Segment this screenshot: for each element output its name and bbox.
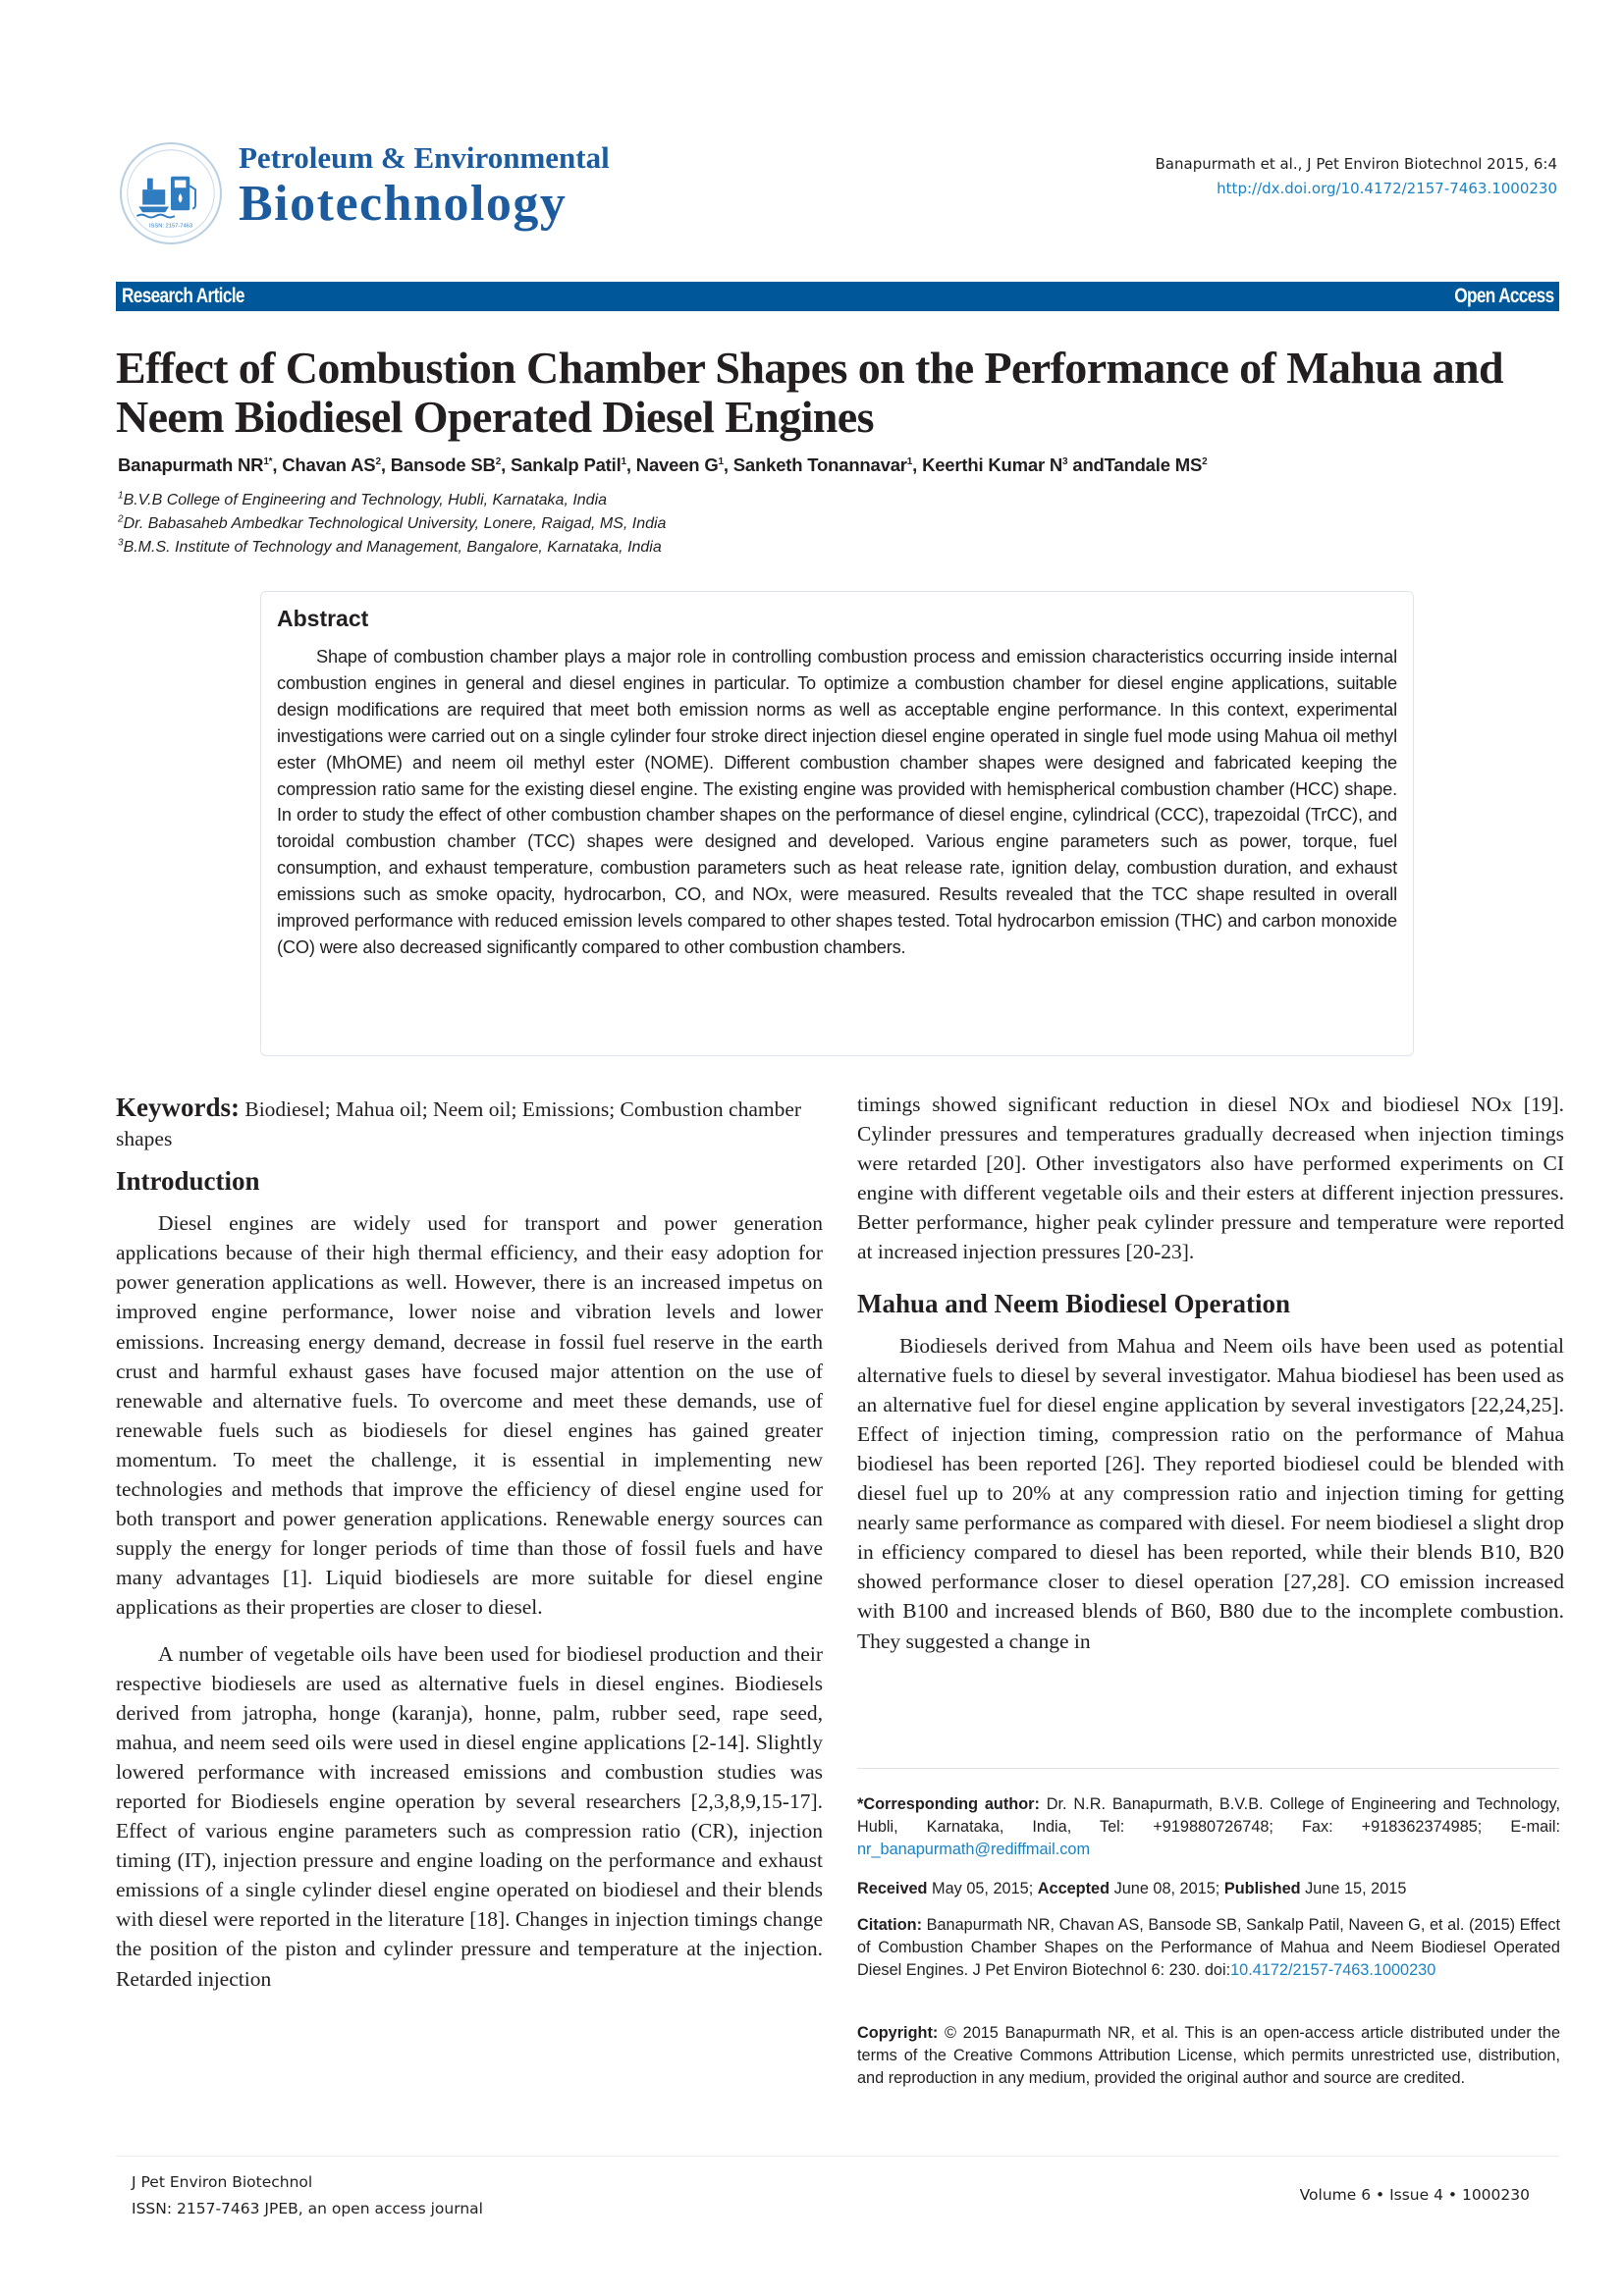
svg-text:ISSN: 2157-7463: ISSN: 2157-7463 [148,223,193,230]
footer-volume-info: Volume 6 • Issue 4 • 1000230 [1299,2186,1530,2204]
copyright-label: Copyright: [857,2024,939,2042]
accepted-date: June 08, 2015; [1110,1880,1224,1897]
abstract-box [260,591,1414,1056]
corresponding-author-label: *Corresponding author: [857,1795,1040,1813]
email-link[interactable]: nr_banapurmath@rediffmail.com [857,1841,1091,1858]
keywords-text: Biodiesel; Mahua oil; Neem oil; Emissions; Combustion chamber shapes [116,1097,802,1151]
header-doi-link[interactable]: http://dx.doi.org/10.4172/2157-7463.1000230 [1217,180,1557,197]
title-line-2: Neem Biodiesel Operated Diesel Engines [116,392,874,442]
accepted-label: Accepted [1037,1880,1110,1897]
affiliations [118,489,666,560]
keywords-label: Keywords: [116,1093,240,1122]
journal-seal-icon [120,142,222,244]
journal-name [239,140,610,233]
footer-journal-info [132,2169,483,2222]
citation-doi-link[interactable]: 10.4172/2157-7463.1000230 [1230,1961,1436,1979]
mahua-neem-para-1: Biodiesels derived from Mahua and Neem oils have been used as potential alternative fuels to diesel by several investigator. Mahua biodiesel has been used as an alternative fuel for diesel engine application by several investigators [22,24,25]. Effect of injection timing, compression ratio on the performance of Mahua biodiesel has been reported [26]. They reported biodiesel could be blended with diesel fuel up to 20% at any compression ratio and injection timing for getting nearly same performance as compared with diesel. For neem biodiesel a slight drop in efficiency compared to diesel has been reported, while their blends B10, B20 showed performance closer to diesel operation [27,28]. CO emission increased with B100 and increased blends of B60, B80 due to the incomplete combustion. They suggested a change in [857,1333,1564,1653]
introduction-para-3: timings showed significant reduction in diesel NOx and biodiesel NOx [19]. Cylinder pressures and temperatures gradually decreased when injection timings were retarded [20]. Other investigators also have performed experiments on CI engine with different vegetable oils and their esters at different injection pressures. Better performance, higher peak cylinder pressure and temperature were reported at increased injection pressures [20-23]. [857,1093,1564,1264]
open-access-label: Open Access [1453,285,1553,307]
article-type-banner [116,282,1559,311]
journal-logo-svg [122,144,220,242]
left-column [116,1093,823,1994]
author: Keerthi Kumar $N^3$ and [922,454,1105,475]
received-label: Received [857,1880,928,1897]
corresponding-author-text: Dr. N.R. Banapurmath, B.V.B. College of Engineering and Technology, Hubli, Karnataka, India, Tel: +919880726748; Fax: +918362374985; E-mail: [857,1795,1561,1836]
affiliation-1: $^1$B.V.B College of Engineering and Technology, Hubli, Karnataka, India [118,490,608,508]
introduction-para-1: Diesel engines are widely used for transport and power generation applications because of their high thermal efficiency, and their easy adoption for power generation applications as well. However, there is an increased impetus on improved engine performance, lower noise and vibration levels and lower emissions. Increasing energy demand, decrease in fossil fuel reserve in the earth crust and harmful exhaust gases have focused major attention on the use of renewable and alternative fuels. To overcome and meet these demands, use of renewable fuels such as biodiesels for diesel engines has gained greater momentum. To meet the challenge, it is essential in implementing new technologies and methods that improve the efficiency of diesel engine used for both transport and power generation applications. Renewable energy sources can supply the energy for longer periods of time than those of fossil fuels and have many advantages [1]. Liquid biodiesels are more suitable for diesel engine applications as their properties are closer to diesel. [116,1211,823,1620]
citation-text: Banapurmath NR, Chavan AS, Bansode SB, Sankalp Patil, Naveen G, et al. (2015) Effect of Combustion Chamber Shapes on the Performance of Mahua and Neem Biodiesel Operated Diesel Engines. J Pet Environ Biotechnol 6: 230. doi: [857,1916,1560,1979]
author: Naveen $G^1$, [635,454,733,475]
corresponding-author [857,1793,1560,1861]
right-column [857,1090,1564,1656]
author: Sanketh Tonannavar$^1$, [732,454,923,475]
received-date: May 05, 2015; [927,1880,1038,1897]
author: Banapurmath $NR^{1*}$, [118,454,283,475]
author-list [118,454,1207,476]
article-title [116,344,1569,442]
affiliation-2: $^2$Dr. Babasaheb Ambedkar Technological University, Lonere, Raigad, MS, India [118,513,667,532]
published-label: Published [1223,1880,1301,1897]
introduction-heading: Introduction [116,1166,260,1197]
published-date: June 15, 2015 [1300,1880,1407,1897]
mahua-neem-heading: Mahua and Neem Biodiesel Operation [857,1288,1291,1318]
author: Bansode $SB^2$, [390,454,511,475]
citation-block [857,1914,1560,1982]
author: Tandale $MS^2$ [1104,454,1208,475]
header-citation [1156,152,1557,201]
affiliation-3: $^3$B.M.S. Institute of Technology and Management, Bangalore, Karnataka, India [118,537,662,556]
copyright-block [857,2022,1560,2090]
citation-label: Citation: [857,1916,923,1934]
abstract-text: Shape of combustion chamber plays a major role in controlling combustion process and emission characteristics occurring inside internal combustion engines in general and diesel engines in particular. To optimize a combustion chamber for diesel engine applications, suitable design modifications are required that meet both emission norms as well as acceptable engine performance. In this context, experimental investigations were carried out on a single cylinder four stroke direct injection diesel engine operated in single fuel mode using Mahua oil methyl ester (MhOME) and neem oil methyl ester (NOME). Different combustion chamber shapes were designed and fabricated keeping the compression ratio same for the existing diesel engine. The existing engine was provided with hemispherical combustion chamber (HCC) shape. In order to study the effect of other combustion chamber shapes on the performance of diesel engine, cylindrical (CCC), trapezoidal (TrCC), and toroidal combustion chamber (TCC) shapes were designed and developed. Various engine parameters such as power, torque, fuel consumption, and exhaust temperature, combustion parameters such as heat release rate, ignition delay, combustion duration, and exhaust emissions such as smoke opacity, hydrocarbon, CO, and NOx, were measured. Results revealed that the TCC shape resulted in overall improved performance with reduced emission levels compared to other shapes tested. Total hydrocarbon emission (THC) and carbon monoxide (CO) were also decreased significantly compared to other combustion chambers. [277,647,1397,957]
abstract-heading: Abstract [277,606,369,631]
copyright-text: © 2015 Banapurmath NR, et al. This is an open-access article distributed under the terms of the Creative Commons Attribution License, which permits unrestricted use, distribution, and reproduction in any medium, provided the original author and source are credited. [857,2024,1560,2087]
author: Sankalp Patil$^1$, [510,454,636,475]
footer-issn: ISSN: 2157-7463 JPEB, an open access journal [132,2200,483,2217]
introduction-para-2: A number of vegetable oils have been used for biodiesel production and their respective biodiesels are used as alternative fuels in diesel engines. Biodiesels derived from jatropha, honge (karanja), honne, palm, rubber seed, rape seed, mahua, and neem seed oils were used in diesel engine applications [2-14]. Slightly lowered performance with increased emissions and combustion studies was reported for Biodiesels engine operation by several researchers [2,3,8,9,15-17]. Effect of various engine parameters such as compression ratio (CR), injection timing (IT), injection pressure and engine loading on the performance and exhaust emissions of a single cylinder diesel engine operated on biodiesel and their blends with diesel were reported in the literature [18]. Changes in injection timings change the position of the piston and cylinder pressure and temperature at the injection. Retarded injection [116,1641,823,1991]
author: Chavan $AS^2$, [282,454,391,475]
journal-name-line2: Biotechnology [239,176,568,232]
footer-journal-abbrev: J Pet Environ Biotechnol [132,2173,313,2191]
article-type-label: Research Article [122,285,244,307]
header-citation-text: Banapurmath et al., J Pet Environ Biotechnol 2015, 6:4 [1155,155,1557,173]
journal-name-line1: Petroleum & Environmental [239,140,610,175]
footer-divider [116,2156,1559,2157]
keywords [116,1093,823,1153]
publication-dates [857,1878,1560,1900]
title-line-1: Effect of Combustion Chamber Shapes on the Performance of Mahua and [116,343,1504,393]
footnote-divider [857,1768,1559,1769]
